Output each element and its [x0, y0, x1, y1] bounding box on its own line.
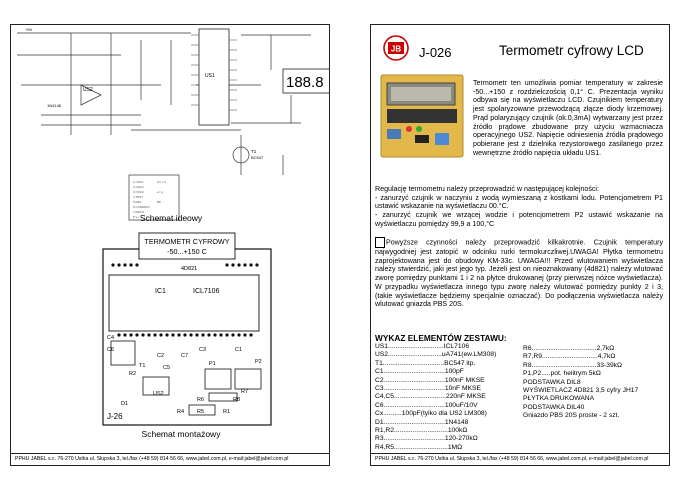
parts-list-item: R1,R2.............................100kΩ [375, 427, 468, 435]
pcb-display-label: 4D821 [181, 266, 198, 272]
ic1-label: IC1 [155, 288, 166, 295]
pcb-label-c3: C3 [199, 347, 207, 353]
parts-list-right [523, 345, 663, 421]
left-panel [10, 24, 330, 466]
svg-text:e f g: e f g [157, 190, 163, 194]
pcb-label-c6: C6 [107, 347, 115, 353]
parts-list-item: R3.................................120-270kΩ [375, 435, 478, 443]
jabel-logo [383, 35, 409, 61]
pcb-label-d1: D1 [121, 401, 129, 407]
parts-list-item: PŁYTKA DRUKOWANA [523, 395, 595, 403]
parts-list-item: Cx..........100pF(tylko dla US2 LM308) [375, 410, 487, 418]
supply-label: +5V [25, 27, 33, 32]
parts-list-left [375, 343, 510, 452]
parts-list-item: C3.................................10nF MKSE [375, 385, 481, 393]
calibration-step-2: - zanurzyć czujnik we wrzącej wodzie i potencjometrem P2 ustawić wskazanie na wyświetlaczu pomiędzy 99,9 a 100,°C [375, 211, 663, 228]
right-footer: PPHU JABEL s.c. 76-270 Ustka ul. Słupska 3, tel./fax (+48 59) 814 56 66, www.jabel.com.pl, e-mail:jabel@jabel.com.pl [371, 453, 669, 465]
calibration-step-1: - zanurzyć czujnik w naczyniu z wodą wymieszaną z kostkami lodu. Potencjometrem P1 ustawić wskazanie na wyświetlaczu 00.°C. [375, 193, 663, 211]
parts-list-header: WYKAZ ELEMENTÓW ZESTAWU: [375, 333, 507, 343]
pcb-label-p1: P1 [209, 361, 216, 367]
circuit-schematic [11, 25, 329, 225]
product-photo [379, 73, 465, 159]
calibration-intro: Regulację termometru należy przeprowadzić w następującej kolejności: [375, 185, 599, 193]
pcb-label-r7: R7 [241, 389, 249, 395]
parts-list-item: R6...................................2,7kΩ [523, 345, 615, 352]
pcb-label-r8: R8 [233, 397, 241, 403]
pcb-label-r2: R2 [129, 371, 137, 377]
pcb-title-line1: TERMOMETR CYFROWY [144, 237, 230, 246]
t1-label: T1 [251, 149, 257, 154]
svg-text:7 INPUT: 7 INPUT [133, 210, 145, 214]
right-panel [370, 24, 670, 466]
parts-list-item: C1.................................100pF [375, 368, 464, 376]
pcb-label-p2: P2 [255, 359, 262, 365]
parts-list-item: WYŚWIETLACZ 4D821 3,5 cyfry JH17 [523, 387, 639, 395]
parts-list-item: R4,R5.............................1MΩ [375, 443, 463, 451]
parts-list-item: C2.................................100nF MKSE [375, 376, 485, 384]
svg-text:6 COMMON: 6 COMMON [133, 205, 150, 209]
pcb-label-r1: R1 [223, 409, 231, 415]
svg-text:2 OSC2: 2 OSC2 [133, 185, 144, 189]
calibration-section [375, 185, 663, 229]
warning-text: Powyższe czynności należy przeprowadzić kilkakrotnie. Czujnik temperatury najwygodniej jest zatopić w odcinku rurki termokurczliwej.UWAGA! Płytka termometru zaprojektowana jest do obudowy KM-33c. UWAGA!!! Przed wlutowaniem wyświetlacza należy stwierdzić, jaki jest jego typ. Jeżeli jest on nieoznakowany (4d821) należy wlutować zworę pomiędzy punktami 1 i 2 na płytce drukowanej (przy pierwszej nóżce wyświetlacza). W przypadku wyświetlacza innego typu zworę należy wlutować pomiędzy punkty 2 i 3, (takie wyświetlacze będziemy specjalnie oznaczać). Do podłączenia wyświetlacza należy wlutować gniazda PBS 20S. [375, 238, 663, 309]
parts-list-item: US2.............................uA741(ew.LM308) [375, 351, 497, 359]
pcb-label-c4: C4 [107, 335, 115, 341]
intro-paragraph: Termometr ten umożliwia pomiar temperatury w zakresie -50...+150 z rozdzielczością 0,1° C. Prezentacja wyniku odbywa się na wyświetlaczu LCD. Czujnikiem temperatury jest spolaryzowane przewodzącą złącze diody krzemowej. Prąd polaryzujący czujnik (ok.0,3mA) wytwarzany jest przez źródło prądowe zbudowane przy użyciu wzmacniacza operacyjnego US2. Napięcie odniesienia źródła prądowego pobierane jest z dzielnika rezystorowego zasilanego przez wewnętrzne źródło napięcia układu US1. [473, 79, 663, 157]
document-header [375, 31, 665, 65]
warning-paragraph [375, 237, 663, 309]
svg-text:8 V+: 8 V+ [133, 215, 140, 219]
svg-text:JB: JB [390, 44, 402, 54]
pcb-label-r4: R4 [177, 409, 185, 415]
lcd-readout: 188.8 [286, 74, 324, 91]
parts-list-item: R8...................................33-39kΩ [523, 361, 623, 369]
parts-list-item: R7,R9..............................4,7kΩ [523, 353, 616, 361]
pcb-label-c1: C1 [235, 347, 243, 353]
parts-list-item: PODSTAWKA DIL8 [523, 378, 581, 386]
product-title: Termometr cyfrowy LCD [499, 43, 644, 58]
pcb-label-t1: T1 [139, 363, 146, 369]
parts-list-item: P1,P2.....pot. helitrym 5kΩ [523, 370, 601, 378]
svg-text:3 OSC3: 3 OSC3 [133, 190, 144, 194]
pcb-board-code: J-26 [107, 412, 123, 421]
pcb-assembly-drawing [99, 229, 299, 429]
schematic-caption: Schemat ideowy [139, 213, 203, 223]
svg-text:a b c d: a b c d [157, 180, 167, 184]
parts-list-item: D1.................................1N4148 [375, 418, 469, 426]
pcb-label-c7: C7 [181, 353, 189, 359]
parts-list-item: C6.................................100uF/10V [375, 401, 478, 409]
pcb-label-r5: R5 [197, 409, 205, 415]
parts-list-item: US1..............................ICL7106 [375, 343, 470, 350]
us2-label: US2 [83, 87, 93, 93]
svg-text:5 REF: 5 REF [133, 200, 142, 204]
svg-text:BP: BP [157, 200, 162, 204]
parts-list-item: PODSTAWKA DIL40 [523, 403, 585, 411]
d1-part: 1N4148 [47, 103, 62, 108]
svg-text:4 TEST: 4 TEST [133, 195, 144, 199]
pcb-title-line2: -50...+150 C [167, 247, 207, 256]
pcb-label-c5: C5 [163, 365, 171, 371]
t1-part: BC547 [251, 155, 264, 160]
us1-label: US1 [205, 73, 215, 79]
parts-list-item: Gniazdo PBS 20S proste - 2 szt. [523, 412, 620, 420]
parts-list-item: C4,C5............................220nF MKSE [375, 393, 486, 401]
pcb-label-us2: US2 [153, 391, 164, 397]
pcb-label-r6: R6 [197, 397, 205, 403]
pcb-label-c2: C2 [157, 353, 165, 359]
svg-text:1 OSC1: 1 OSC1 [133, 180, 144, 184]
parts-list-item: T1.................................BC547 itp. [375, 359, 476, 367]
product-code: J-026 [419, 45, 452, 60]
left-footer: PPHU JABEL s.c. 76-270 Ustka ul. Słupska 3, tel./fax (+48 59) 814 56 66, www.jabel.com.pl, e-mail:jabel@jabel.com.pl [11, 453, 329, 465]
ic1-part: ICL7106 [193, 288, 220, 295]
checkbox-square [375, 237, 385, 248]
assembly-caption: Schemat montażowy [141, 429, 221, 439]
